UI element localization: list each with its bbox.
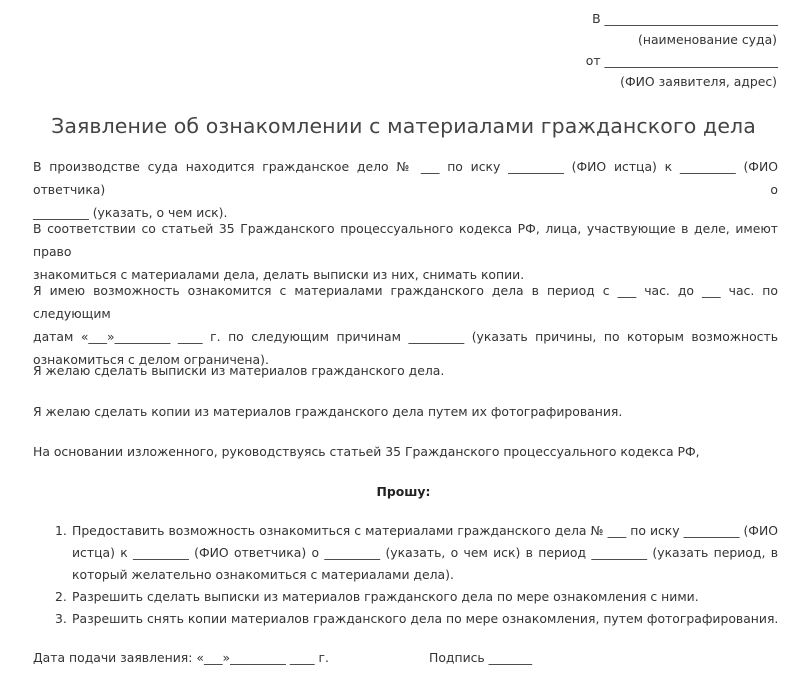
request-list (55, 520, 778, 630)
paragraph-legal-basis (33, 217, 778, 286)
list-item-number: 3. (55, 611, 67, 626)
filing-date-line: Дата подачи заявления: «___»_________ ____ г. (33, 650, 329, 665)
paragraph-availability (33, 279, 778, 371)
list-item (55, 586, 778, 608)
paragraph-line: Я имею возможность ознакомится с материалами гражданского дела в период с ___ час. до ___ час. по следующим (33, 283, 778, 321)
list-item-number: 1. (55, 523, 67, 538)
list-item-line: Разрешить сделать выписки из материалов гражданского дела по мере ознакомления с ними. (72, 589, 699, 604)
applicant-line: от ____________________________ (585, 53, 778, 68)
paragraph-line: В производстве суда находится гражданское дело № ___ по иску _________ (ФИО истца) к _________ (ФИО ответчика) о (33, 159, 778, 197)
paragraph-line: На основании изложенного, руководствуясь статьей 35 Гражданского процессуального кодекса РФ, (33, 444, 700, 459)
court-caption: (наименование суда) (638, 32, 777, 47)
list-item-line: Разрешить снять копии материалов гражданского дела по мере ознакомления, путем фотографирования. (72, 611, 779, 626)
court-line: В ____________________________ (592, 11, 778, 26)
list-item (55, 608, 778, 630)
paragraph-line: ознакомиться с делом ограничена). (33, 352, 269, 367)
list-item-number: 2. (55, 589, 67, 604)
paragraph-line: Я желаю сделать копии из материалов гражданского дела путем их фотографирования. (33, 404, 623, 419)
paragraph-copies (33, 400, 778, 423)
list-item (55, 520, 778, 586)
list-item-line: истца) к _________ (ФИО ответчика) о _________ (указать, о чем иск) в период _________ (указать период, в (72, 545, 778, 560)
applicant-caption: (ФИО заявителя, адрес) (620, 74, 777, 89)
request-heading: Прошу: (376, 484, 431, 499)
paragraph-case-info (33, 155, 778, 224)
paragraph-line: _________ (указать, о чем иск). (33, 205, 228, 220)
paragraph-line: знакомиться с материалами дела, делать выписки из них, снимать копии. (33, 267, 525, 282)
paragraph-extracts (33, 359, 778, 382)
paragraph-line: В соответствии со статьей 35 Гражданского процессуального кодекса РФ, лица, участвующие в деле, имеют право (33, 221, 778, 259)
signature-line: Подпись _______ (429, 650, 533, 665)
document-title: Заявление об ознакомлении с материалами гражданского дела (51, 114, 756, 138)
paragraph-line: Я желаю сделать выписки из материалов гражданского дела. (33, 363, 445, 378)
paragraph-grounds (33, 440, 778, 463)
paragraph-line: датам «___»_________ ____ г. по следующим причинам _________ (указать причины, по которым возможность (33, 329, 778, 344)
list-item-line: который желательно ознакомиться с материалами дела). (72, 567, 454, 582)
list-item-line: Предоставить возможность ознакомиться с материалами гражданского дела № ___ по иску _________ (ФИО (72, 523, 778, 538)
